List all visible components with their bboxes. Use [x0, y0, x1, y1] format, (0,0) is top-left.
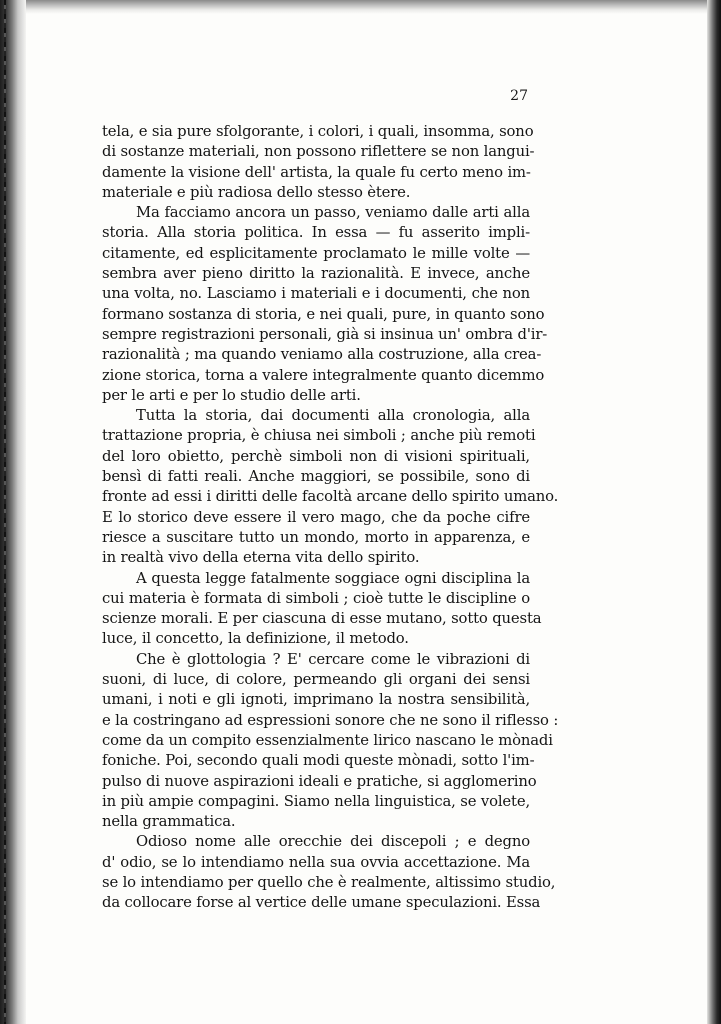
text-line: citamente, ed esplicitamente proclamato le mille volte — [102, 244, 530, 262]
book-binding-edge [0, 0, 26, 1024]
text-line: foniche. Poi, secondo quali modi queste mònadi, sotto l'im- [102, 752, 535, 770]
text-line: A questa legge fatalmente soggiace ogni disciplina la [136, 569, 530, 587]
text-line: come da un compito essenzialmente lirico nascano le mònadi [102, 731, 553, 749]
page-top-shadow [0, 0, 721, 14]
text-line: luce, il concetto, la definizione, il metodo. [102, 630, 409, 648]
text-line: per le arti e per lo studio delle arti. [102, 386, 361, 404]
text-line: di sostanze materiali, non possono riflettere se non langui- [102, 143, 535, 161]
text-line: Che è glottologia ? E' cercare come le vibrazioni di [136, 650, 530, 668]
text-line: riesce a suscitare tutto un mondo, morto in apparenza, e [102, 528, 530, 546]
paragraph [102, 122, 535, 203]
text-line: in realtà vivo della eterna vita dello spirito. [102, 549, 420, 567]
text-line: sembra aver pieno diritto la razionalità. E invece, anche [102, 265, 530, 283]
text-line: formano sostanza di storia, e nei quali, pure, in quanto sono [102, 305, 545, 323]
text-line: storia. Alla storia politica. In essa — fu asserito impli- [102, 224, 530, 242]
paragraph [102, 832, 556, 913]
text-line: cui materia è formata di simboli ; cioè tutte le discipline o [102, 589, 530, 607]
text-line: trattazione propria, è chiusa nei simboli ; anche più remoti [102, 427, 536, 445]
text-line: nella grammatica. [102, 813, 236, 831]
text-line: se lo intendiamo per quello che è realmente, altissimo studio, [102, 873, 556, 891]
text-line: zione storica, torna a valere integralmente quanto dicemmo [102, 366, 545, 384]
binding-texture [4, 0, 6, 1024]
text-line: umani, i noti e gli ignoti, imprimano la nostra sensibilità, [102, 691, 530, 709]
text-line: da collocare forse al vertice delle umane speculazioni. Essa [102, 894, 541, 912]
text-line: del loro obietto, perchè simboli non di visioni spirituali, [102, 447, 530, 465]
paragraph [102, 406, 559, 568]
page-number: 27 [510, 88, 528, 104]
text-line: Ma facciamo ancora un passo, veniamo dalle arti alla [136, 204, 530, 222]
text-line: in più ampie compagini. Siamo nella linguistica, se volete, [102, 792, 530, 810]
text-line: sempre registrazioni personali, già si insinua un' ombra d'ir- [102, 325, 548, 343]
text-line: razionalità ; ma quando veniamo alla costruzione, alla crea- [102, 346, 542, 364]
text-line: fronte ad essi i diritti delle facoltà arcane dello spirito umano. [102, 488, 559, 506]
text-line: tela, e sia pure sfolgorante, i colori, i quali, insomma, sono [102, 123, 534, 140]
text-line: damente la visione dell' artista, la quale fu certo meno im- [102, 163, 531, 181]
text-line: Odioso nome alle orecchie dei discepoli ; e degno [136, 833, 530, 851]
paragraph [102, 569, 542, 650]
text-line: una volta, no. Lasciamo i materiali e i documenti, che non [102, 285, 530, 303]
paragraph [102, 203, 548, 406]
text-line: E lo storico deve essere il vero mago, che da poche cifre [102, 508, 530, 526]
text-line: suoni, di luce, di colore, permeando gli organi dei sensi [102, 671, 530, 689]
text-line: e la costringano ad espressioni sonore che ne sono il riflesso : [102, 711, 559, 729]
page-right-edge [707, 0, 721, 1024]
text-line: Tutta la storia, dai documenti alla cronologia, alla [136, 407, 530, 425]
text-line: scienze morali. E per ciascuna di esse mutano, sotto questa [102, 610, 542, 628]
text-line: pulso di nuove aspirazioni ideali e pratiche, si agglomerino [102, 772, 537, 790]
body-text [102, 122, 559, 914]
text-line: d' odio, se lo intendiamo nella sua ovvia accettazione. Ma [102, 853, 530, 871]
text-line: materiale e più radiosa dello stesso ètere. [102, 183, 411, 201]
text-line: bensì di fatti reali. Anche maggiori, se possibile, sono di [102, 468, 530, 486]
paragraph [102, 650, 559, 833]
